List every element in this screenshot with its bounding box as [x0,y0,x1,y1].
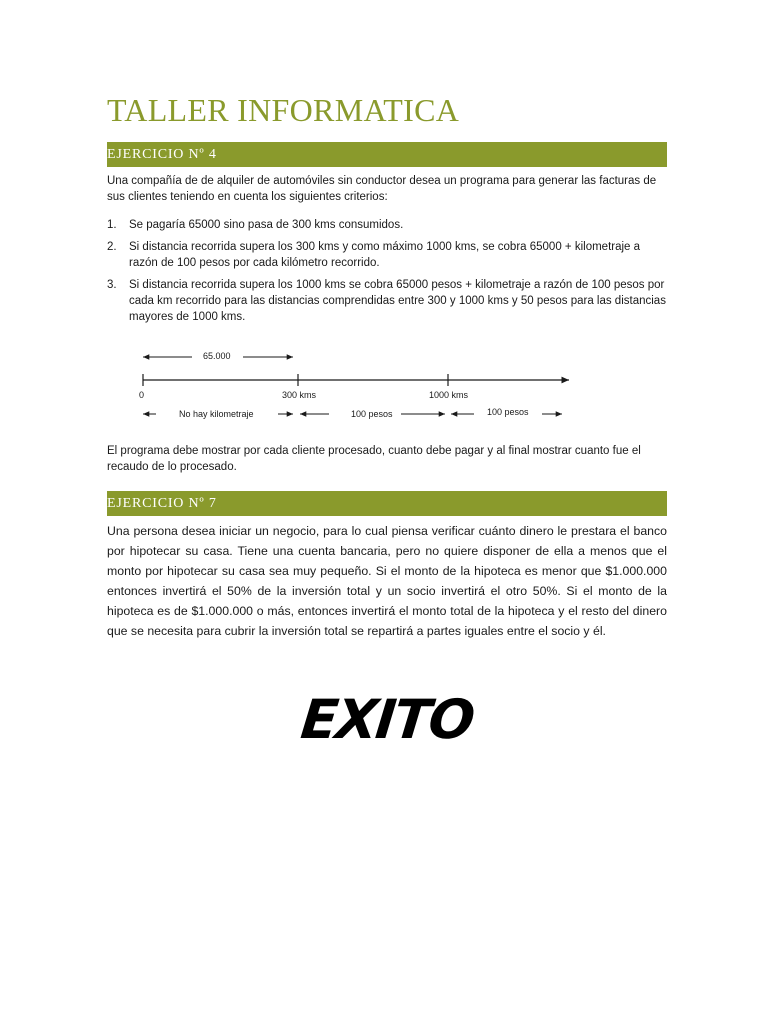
section-heading-ejercicio-7 [107,491,667,516]
section-heading-label: EJERCICIO Nº 4 [107,147,217,162]
tick-label-300: 300 kms [282,390,317,400]
list-item-text: Si distancia recorrida supera los 1000 kms se cobra 65000 pesos + kilometraje a razón de 100 pesos por cada km recorrido para las distancias comprendidas entre 300 y 1000 kms y 50 pesos para las distancias mayores de 1000 kms. [129,279,666,323]
ejercicio-7-text: Una persona desea iniciar un negocio, para lo cual piensa verificar cuánto dinero le prestara el banco por hipotecar su casa. Tiene una cuenta bancaria, pero no quiere disponer de ella a menos que el monto por hipotecar su casa sea muy pequeño. Si el monto de la hipoteca es menor que $1.000.000 entonces invertirá el 50% de la inversión total y un socio invertirá el otro 50%. Si el monto de la hipoteca es de $1.000.000 o más, entonces invertirá el monto total de la hipoteca y el resto del dinero que se necesita para cubrir la inversión total se repartirá a partes iguales entre el socio y él. [107,524,667,638]
list-item-number: 2. [107,241,117,253]
tick-label-1000: 1000 kms [429,390,469,400]
segment-label-3: 100 pesos [487,407,529,417]
list-item-number: 3. [107,279,117,291]
list-item [107,217,667,233]
distance-diagram [137,344,577,428]
segment-label-2: 100 pesos [351,409,393,419]
list-item-number: 1. [107,219,117,231]
criteria-list [107,217,667,331]
ejercicio-4-closing: El programa debe mostrar por cada cliente procesado, cuanto debe pagar y al final mostrar cuanto fue el recaudo de lo procesado. [107,445,641,473]
segment-label-1: No hay kilometraje [179,409,254,419]
top-label: 65.000 [203,351,231,361]
ejercicio-4-intro: Una compañía de de alquiler de automóviles sin conductor desea un programa para generar las facturas de sus clientes teniendo en cuenta los siguientes criterios: [107,175,657,203]
list-item [107,277,667,325]
document-title: TALLER INFORMATICA [107,92,460,128]
exito-signature: EXITO [298,688,477,751]
list-item-text: Se pagaría 65000 sino pasa de 300 kms consumidos. [129,219,404,231]
list-item [107,239,667,271]
list-item-text: Si distancia recorrida supera los 300 kms y como máximo 1000 kms, se cobra 65000 + kilometraje a razón de 100 pesos por cada kilómetro recorrido. [129,241,641,269]
section-heading-ejercicio-4 [107,142,667,167]
section-heading-label: EJERCICIO Nº 7 [107,496,217,511]
tick-label-0: 0 [139,390,145,400]
